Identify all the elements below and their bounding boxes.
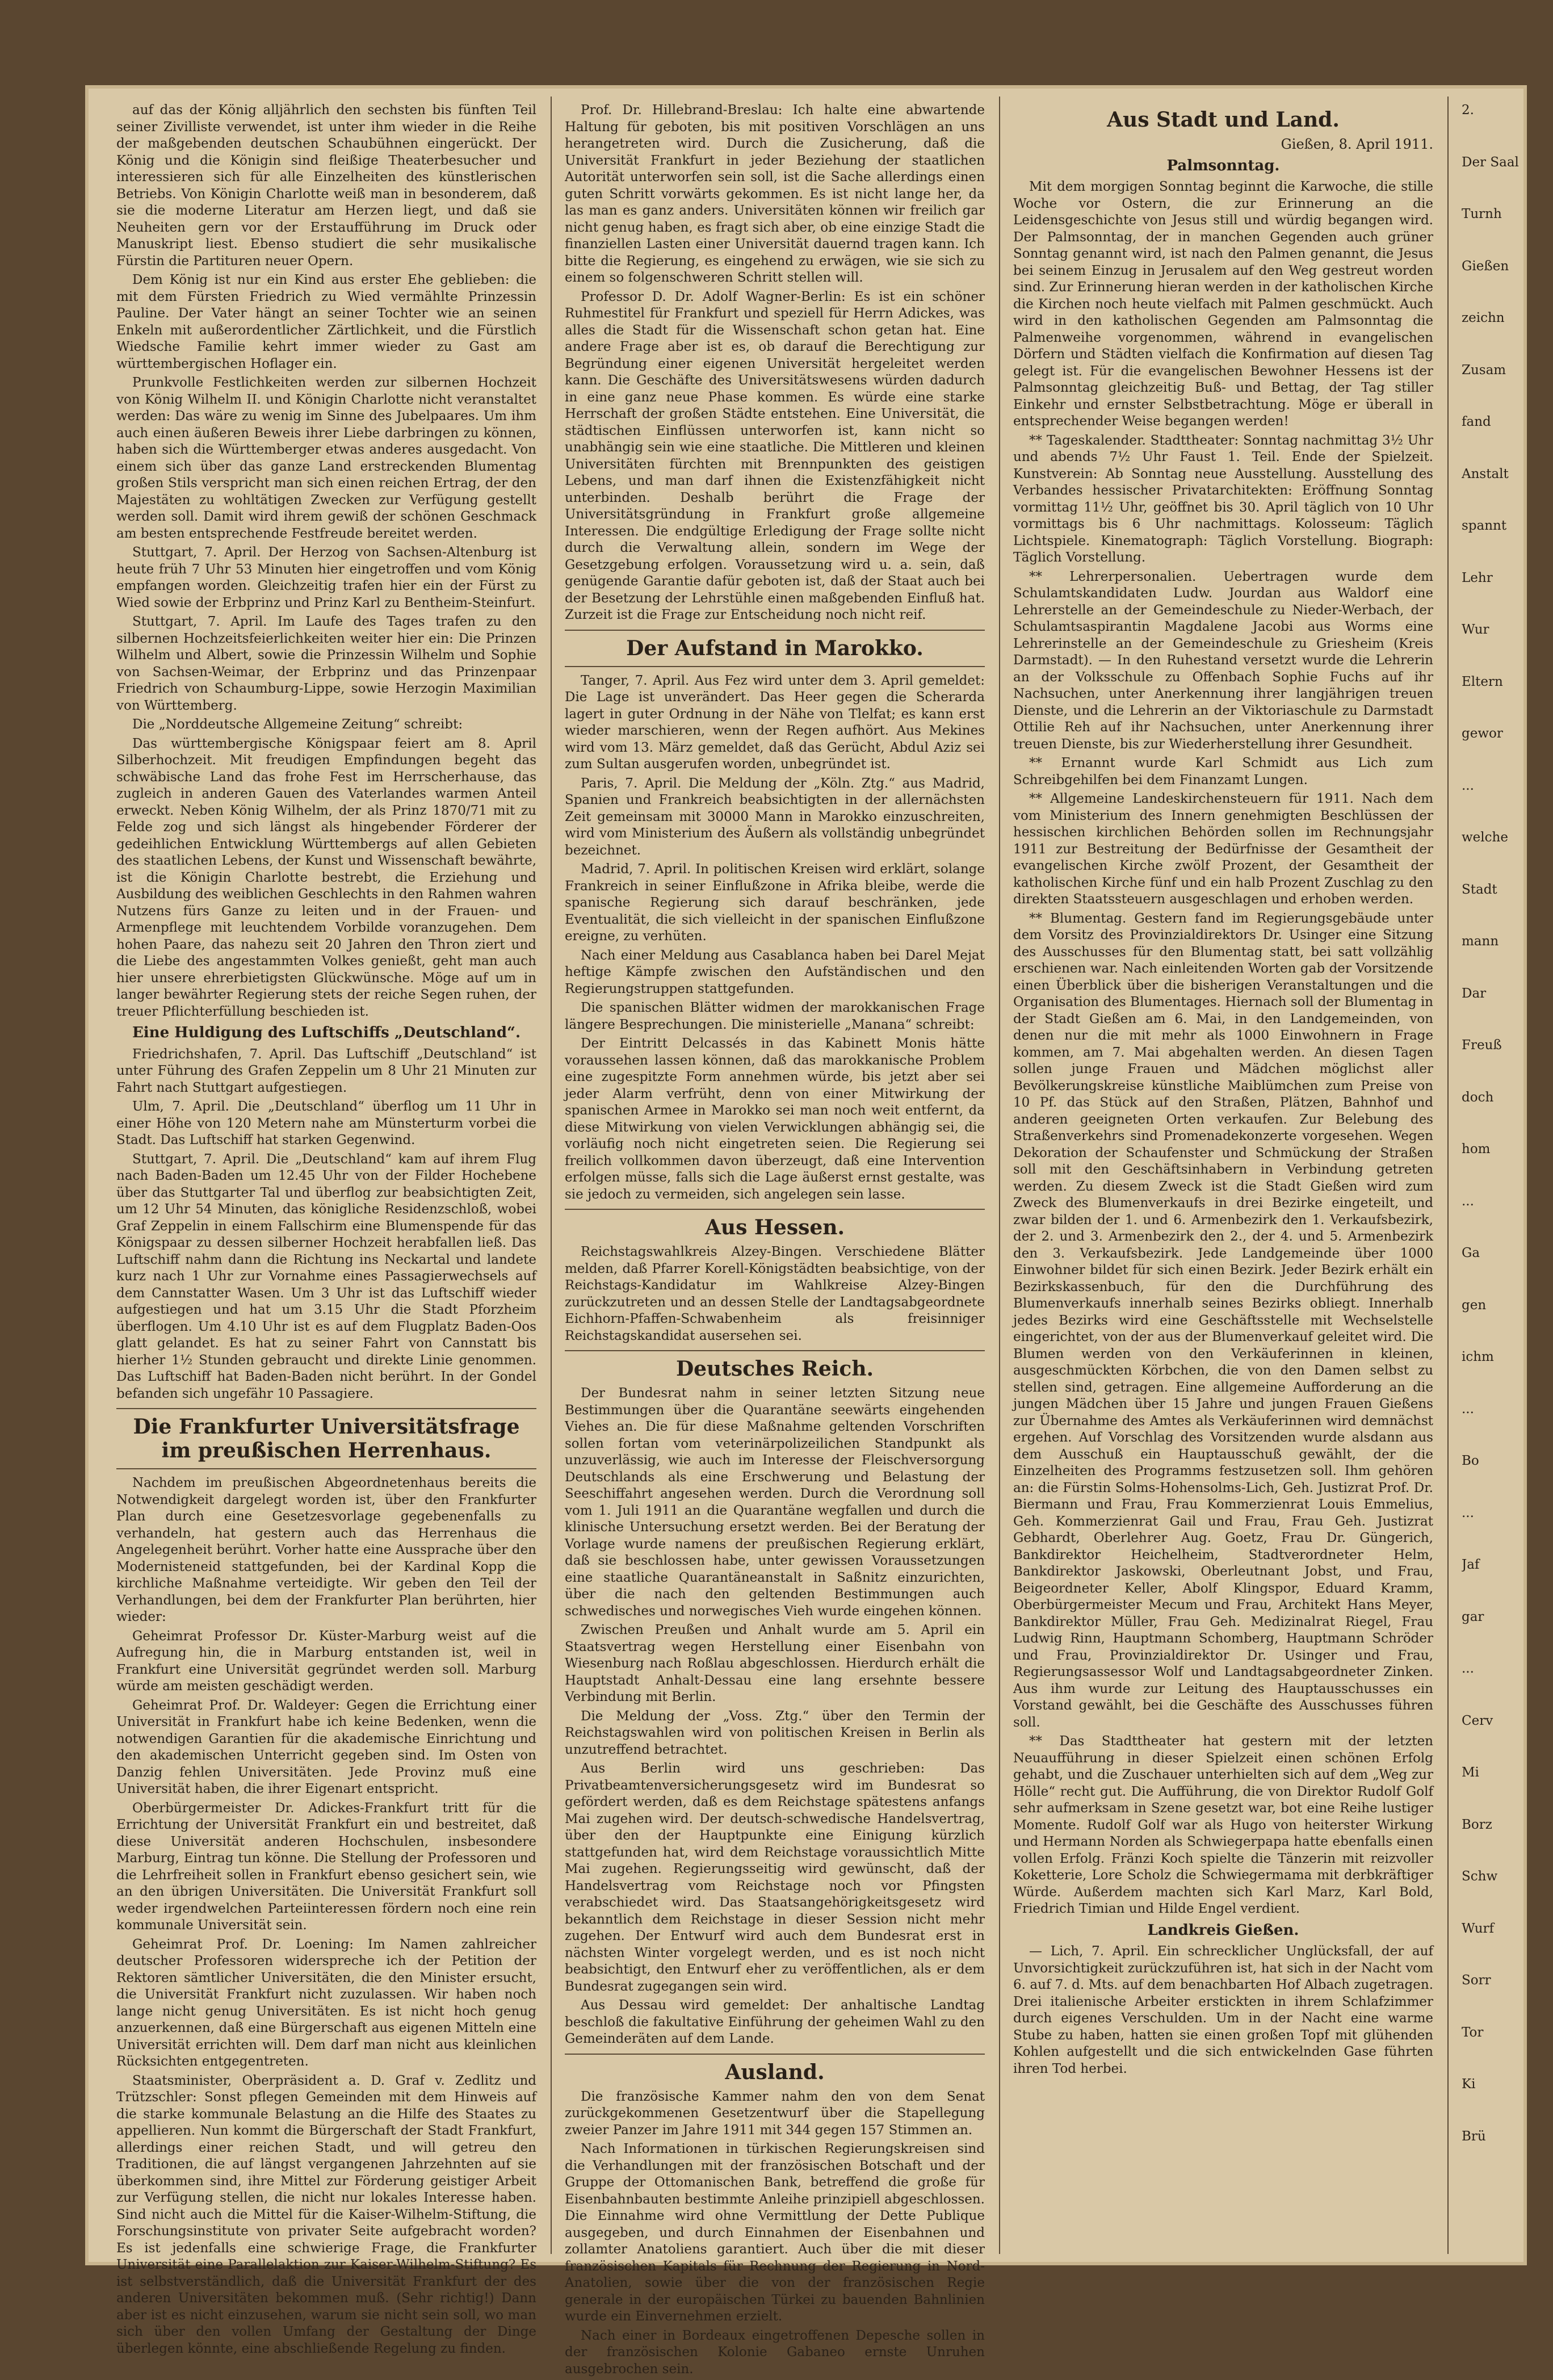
news-item: ** Lehrerpersonalien. Uebertragen wurde dem Schulamtskandidaten Ludw. Jourdan aus Waldorf eine Lehrerstelle an der Gemeindeschule zu Nieder-Werbach, der Schulamtsaspirantin Magdalene Jacobi aus Worms eine Lehrerinstelle an der Gemeindeschule zu Griesheim (Kreis Darmstadt). — In den Ruhestand versetzt wurde die Lehrerin an der Volksschule zu Offenbach Sophie Fuchs auf ihr Nachsuchen, unter Anerkennung ihrer langjährigen treuen Dienste, und die Lehrerin an der Viktoriaschule zu Darmstadt Ottilie Reh auf ihr Nachsuchen, unter Anerkennung ihrer treuen Dienste, bis zur Wiederherstellung ihrer Gesundheit. xyxy=(1013,569,1433,752)
column-2 xyxy=(565,102,985,2380)
section-divider xyxy=(565,1350,985,1351)
subheading: Palmsonntag. xyxy=(1166,157,1280,174)
headline: Aus Stadt und Land. xyxy=(1107,108,1340,132)
fragment-line: Anstalt xyxy=(1462,466,1509,481)
column-rule xyxy=(551,97,552,2254)
fragment-line: Ki xyxy=(1462,2077,1476,2092)
fragment-line: ... xyxy=(1462,778,1474,793)
news-item: Friedrichshafen, 7. April. Das Luftschiff „Deutschland“ ist unter Führung des Grafen Zeppelin um 8 Uhr 21 Minuten zur Fahrt nach Stuttgart aufgestiegen. xyxy=(116,1046,536,1095)
article-paragraph: Nachdem im preußischen Abgeordnetenhaus bereits die Notwendigkeit dargelegt worden ist, über den Frankfurter Plan durch eine Gesetzesvorlage gegebenenfalls zu verhandeln, hat gestern auch das Herrenhaus die Angelegenheit berührt. Vorher hatte eine Aussprache über den Modernisteneid stattgefunden, bei der Kardinal Kopp die kirchliche Maßnahme verteidigte. Wir geben den Teil der Verhandlungen, bei dem der Frankfurter Plan berührten, hier wieder: xyxy=(116,1476,536,1624)
fragment-line: Turnh xyxy=(1462,207,1502,221)
fragment-line: zeichn xyxy=(1462,311,1505,325)
section-divider xyxy=(116,1468,536,1469)
fragment-line: Lehr xyxy=(1462,570,1493,585)
fragment-line: ... xyxy=(1462,1401,1474,1417)
news-item: Nach Informationen in türkischen Regierungskreisen sind die Verhandlungen mit der französischen Botschaft und der Gruppe der Ottomanischen Bank, betreffend die große für Eisenbahnbauten bestimmte Anleihe prinzipiell abgeschlossen. Die Einnahme wird ohne Vermittlung der Dette Publique ausgegeben, und durch Einnahmen der Eisenbahnen und zollamter Anatoliens garantiert. Auch über die mit dieser französischen Kapitals für Rechnung der Regierung in Nord-Anatolien, sowie über die von der französischen Regie generale in der europäischen Türkei zu bauenden Bahnlinien wurde ein Einvernehmen erzielt. xyxy=(565,2142,985,2324)
headline: Der Aufstand in Marokko. xyxy=(626,636,924,660)
fragment-line: gewor xyxy=(1462,726,1503,741)
news-item: Nach einer in Bordeaux eingetroffenen Depesche sollen in der französischen Kolonie Gabaneo ernste Unruhen ausgebrochen sein. xyxy=(565,2328,985,2377)
column-rule xyxy=(1447,97,1449,2254)
news-item: Die französische Kammer nahm den von dem Senat zurückgekommenen Gesetzentwurf über die Stapellegung zweier Panzer im Jahre 1911 mit 344 gegen 157 Stimmen an. xyxy=(565,2089,985,2138)
news-item: ** Das Stadttheater hat gestern mit der letzten Neuaufführung in dieser Spielzeit einen schönen Erfolg gehabt, und die Zuschauer unterhielten sich auf dem „Weg zur Hölle“ recht gut. Die Aufführung, die von Direktor Rudolf Golf sehr aufmerksam in Szene gesetzt war, bot eine Reihe lustiger Momente. Rudolf Golf war als Hugo von heiterster Wirkung und Hermann Norden als Schwiegerpapa hatte ebenfalls einen vollen Erfolg. Fränzi Koch spielte die Tänzerin mit reizvoller Koketterie, Lore Scholz die Schwiegermama mit derbkräftiger Würde. Außerdem machten sich Karl Marz, Karl Bold, Friedrich Timian und Hilde Engel verdient. xyxy=(1013,1734,1433,1916)
news-item: Der Eintritt Delcassés in das Kabinett Monis hätte voraussehen lassen können, daß das marokkanische Problem eine zugespitzte Form annehmen würde, bis jetzt aber sei jeder Alarm verfrüht, denn von einer Mitwirkung der spanischen Armee in Marokko sei man noch weit entfernt, da diese Mitwirkung von vielen Verwicklungen abhängig sei, die vorläufig noch nicht eingetreten seien. Die Regierung sei freilich vollkommen davon überzeugt, daß eine Intervention erfolgen müsse, falls sich die Lage äußerst ernst gestalte, was sie jedoch zu vermeiden, sich angelegen sein lasse. xyxy=(565,1036,985,1202)
news-item: Das württembergische Königspaar feiert am 8. April Silberhochzeit. Mit freudigen Empfindungen begeht das schwäbische Land das frohe Fest im Herrscherhause, das zugleich in anderen Gauen des Vaterlandes warmen Anteil erweckt. Neben König Wilhelm, der als Prinz 1870/71 mit zu Felde zog und sich längst als hingebender Förderer der gedeihlichen Entwicklung Württembergs auf allen Gebieten des staatlichen Lebens, der Kunst und Wissenschaft bewährte, ist die Königin Charlotte bestrebt, die Erziehung und Ausbildung des weiblichen Geschlechts in den Rahmen wahren Nutzens fürs Ganze zu leiten und in der Frauen- und Armenpflege mit leuchtendem Vorbilde voranzugehen. Dem hohen Paare, das nahezu seit 20 Jahren den Thron ziert und die Liebe des angestammten Volkes genießt, geht man auch hier unsere ehrerbietigsten Glückwünsche. Möge auf um in langer bewährter Regierung stets der reiche Segen ruhen, der treuer Pflichterfüllung beschieden ist. xyxy=(116,736,536,1019)
fragment-line: welche xyxy=(1462,830,1508,845)
news-item: Der Bundesrat nahm in seiner letzten Sitzung neue Bestimmungen über die Quarantäne seewärts eingehenden Viehes an. Die für diese Maßnahme geltenden Vorschriften sollen fortan vom veterinärpolizeilichen Standpunkt als unzuverlässig, wie auch im Interesse der Fleischversorgung Deutschlands als eine Erschwerung und Belastung der Seeschiffahrt angesehen werden. Durch die Verordnung soll vom 1. Juli 1911 an die Quarantäne wegfallen und durch die klinische Untersuchung ersetzt werden. Bei der Beratung der Vorlage wurde namens der preußischen Regierung erklärt, daß sie beschlossen habe, unter gewissen Voraussetzungen eine staatliche Quarantäneanstalt in Saßnitz einzurichten, über die nach den geltenden Bestimmungen auch schwedisches und norwegisches Vieh wurde eingehen können. xyxy=(565,1386,985,1619)
fragment-line: ichm xyxy=(1462,1350,1494,1364)
fragment-line: mann xyxy=(1462,934,1499,949)
article-paragraph: Geheimrat Professor Dr. Küster-Marburg weist auf die Aufregung hin, die in Marburg entstanden ist, weil in Frankfurt eine Universität gegründet werden soll. Marburg würde am meisten geschädigt werden. xyxy=(116,1628,536,1694)
fragment-line: Jaf xyxy=(1462,1557,1480,1572)
fragment-line: ... xyxy=(1462,1193,1474,1209)
fragment-line: Tor xyxy=(1462,2025,1484,2040)
fragment-line: fand xyxy=(1462,414,1491,429)
subheading: Eine Huldigung des Luftschiffs „Deutschland“. xyxy=(132,1024,521,1041)
article-paragraph: Mit dem morgigen Sonntag beginnt die Karwoche, die stille Woche vor Ostern, die zur Erinnerung an die Leidensgeschichte von Jesus still und würdig begangen wird. Der Palmsonntag, der in manchen Gegenden auch grüner Sonntag genannt wird, ist nach den Palmen genannt, die Jesus bei seinem Einzug in Jerusalem auf den Weg gestreut worden sind. Zur Erinnerung hieran werden in der katholischen Kirche die Kirchen noch heute vielfach mit Palmen geschmückt. Auch wird in den katholischen Gegenden am Palmsonntag die Palmenweihe vorgenommen, während in evangelischen Dörfern und Städten vielfach die Konfirmation auf diesen Tag gelegt ist. Für die evangelischen Bewohner Hessens ist der Palmsonntag gleichzeitig Buß- und Bettag, der Tag stiller Einkehr und ernster Selbstbetrachtung. Möge er überall in entsprechender Weise begangen werden! xyxy=(1013,179,1433,429)
article-paragraph: Dem König ist nur ein Kind aus erster Ehe geblieben: die mit dem Fürsten Friedrich zu Wied vermählte Prinzessin Pauline. Der Vater hängt an seiner Tochter wie an seinen Enkeln mit außerordentlicher Zärtlichkeit, und die Fürstlich Wiedsche Familie kehrt immer wieder zu Gast am württembergischen Hoflager ein. xyxy=(116,273,536,371)
news-item: Die spanischen Blätter widmen der marokkanischen Frage längere Besprechungen. Die ministerielle „Manana“ schreibt: xyxy=(565,1000,985,1032)
fragment-line: gen xyxy=(1462,1297,1487,1313)
article-paragraph: auf das der König alljährlich den sechsten bis fünften Teil seiner Zivilliste verwendet, ist unter ihm wieder in die Reihe der maßgebenden deutschen Schaubühnen eingerückt. Der König und die Königin sind fleißige Theaterbesucher und interessieren sich für alle Einzelheiten des künstlerischen Betriebs. Von Königin Charlotte weiß man in besonderem, daß sie die moderne Literatur am Herzen liegt, und daß sie Neuheiten gern vor der Erstaufführung im Druck oder Manuskript liest. Ebenso studiert die sehr musikalische Fürstin die Partituren neuer Opern. xyxy=(116,103,536,269)
headline: Ausland. xyxy=(725,2060,825,2084)
news-item: ** Ernannt wurde Karl Schmidt aus Lich zum Schreibgehilfen bei dem Finanzamt Lungen. xyxy=(1013,756,1433,787)
fragment-line: spannt xyxy=(1462,518,1507,533)
fragment-line: Mi xyxy=(1462,1765,1479,1780)
section-divider xyxy=(565,1209,985,1210)
headline: Aus Hessen. xyxy=(705,1216,845,1239)
fragment-line: Eltern xyxy=(1462,674,1503,689)
news-item: Ulm, 7. April. Die „Deutschland“ überflog um 11 Uhr in einer Höhe von 120 Metern nahe am Münsterturm vorbei die Stadt. Das Luftschiff hat starken Gegenwind. xyxy=(116,1099,536,1147)
news-item: Stuttgart, 7. April. Der Herzog von Sachsen-Altenburg ist heute früh 7 Uhr 53 Minuten hier eingetroffen und vom König empfangen worden. Gleichzeitig trafen hier ein der Fürst zu Wied sowie der Erbprinz und Prinz Karl zu Bentheim-Steinfurt. xyxy=(116,545,536,610)
fragment-line: ... xyxy=(1462,1661,1474,1676)
news-item: Paris, 7. April. Die Meldung der „Köln. Ztg.“ aus Madrid, Spanien und Frankreich beabsichtigten in der allernächsten Zeit gemeinsam mit 30000 Mann in Marokko einzuschreiten, wird vom Ministerium des Äußern als vollständig unbegründet bezeichnet. xyxy=(565,776,985,858)
fragment-line: Cerv xyxy=(1462,1713,1493,1728)
newspaper-page xyxy=(85,85,1527,2377)
fragment-line: Freuß xyxy=(1462,1038,1502,1053)
fragment-line: doch xyxy=(1462,1090,1494,1105)
fragment-line: Stadt xyxy=(1462,882,1497,897)
fragment-line: Wurf xyxy=(1462,1921,1495,1936)
headline: Die Frankfurter Universitätsfrage im preußischen Herrenhaus. xyxy=(133,1415,520,1463)
fragment-line: Gießen xyxy=(1462,258,1509,274)
dateline: Gießen, 8. April 1911. xyxy=(1281,136,1433,152)
news-item: ** Blumentag. Gestern fand im Regierungsgebäude unter dem Vorsitz des Provinzialdirektors Dr. Usinger eine Sitzung des Ausschusses für den Blumentag statt, bei satt vollzählig erschienen war. Nach einleitenden Worten gab der Vorsitzende einen Überblick über die bisherigen Veranstaltungen und die Organisation des Blumentages. Hiernach soll der Blumentag in der Stadt Gießen am 6. Mai, in den Landgemeinden, von denen nur die mit mehr als 1000 Einwohnern in Frage kommen, am 7. Mai abgehalten werden. An diesen Tagen sollen junge Frauen und Mädchen möglichst aller Bevölkerungskreise künstliche Maiblümchen zum Preise von 10 Pf. das Stück auf den Straßen, Plätzen, Bahnhof und anderen geeigneten Orten verkaufen. Zur Belebung des Straßenverkehrs sind Promenadekonzerte vorgesehen. Wegen Dekoration der Schaufenster und Schmückung der Straßen soll mit den Geschäftsinhabern in Verbindung getreten werden. Zu diesem Zweck ist die Stadt Gießen wird zum Zweck des Blumenverkaufs in drei Bezirke eingeteilt, und zwar bilden der 1. und 6. Armenbezirk den 1. Verkaufsbezirk, der 2. und 3. Armenbezirk den 2., der 4. und 5. Armenbezirk den 3. Verkaufsbezirk. Jede Landgemeinde über 1000 Einwohner bildet für sich einen Bezirk. Jeder Bezirk erhält ein Bezirkskassenbuch, für den die Durchführung des Blumenverkaufs innerhalb seines Bezirks obliegt. Innerhalb jedes Bezirks wird eine Geschäftsstelle mit Wechselstelle eingerichtet, von der aus der Blumenverkauf geleitet wird. Die Blumen werden von den Verkäuferinnen in kleinen, ausgeschmückten Körbchen, die von den Damen selbst zu stellen sind, getragen. Eine allgemeine Aufforderung an die jungen Mädchen über 15 Jahre und jungen Frauen Gießens zur Übernahme des Amtes als Verkäuferinnen wird demnächst ergehen. Auf Vorschlag des Vorsitzenden wurde alsdann aus dem Ausschuß ein Hauptausschuß gewählt, der die Einzelheiten des Programms festzusetzen soll. Ihm gehören an: die Fürstin Solms-Hohensolms-Lich, Geh. Justizrat Prof. Dr. Biermann und Frau, Frau Kommerzienrat Louis Emmelius, Geh. Kommerzienrat Gail und Frau, Frau Geh. Justizrat Gebhardt, Oberlehrer Aug. Goetz, Frau Dr. Güngerich, Bankdirektor Heichelheim, Stadtverordneter Helm, Bankdirektor Jaskowski, Oberleutnant Jobst, und Frau, Beigeordneter Keller, Abolf Klingspor, Eduard Kramm, Oberbürgermeister Mecum und Frau, Architekt Hans Meyer, Bankdirektor Müller, Frau Geh. Medizinalrat Riegel, Frau Ludwig Rinn, Hauptmann Schomberg, Hauptmann Schröder und Frau, Provinzialdirektor Dr. Usinger und Frau, Regierungsassessor Wolf und Landtagsabgeordneter Zinken. Aus ihm wurde zur Leitung des Hauptausschusses ein Vorstand gewählt, bei die Geschäfte des Ausschusses führen soll. xyxy=(1013,911,1433,1730)
news-item: Madrid, 7. April. In politischen Kreisen wird erklärt, solange Frankreich in seiner Einflußzone in Afrika bleibe, werde die spanische Regierung sich darauf beschränken, jede Eventualität, die sich vielleicht in der spanischen Einflußzone ereigne, zu verhüten. xyxy=(565,862,985,944)
news-item: Aus Berlin wird uns geschrieben: Das Privatbeamtenversicherungsgesetz wird im Bundesrat so gefördert werden, daß es dem Reichstage spätestens anfangs Mai zugehen wird. Der deutsch-schwedische Handelsvertrag, über den der Hauptpunkte eine Einigung kürzlich stattgefunden hat, wird dem Reichstage voraussichtlich Mitte Mai zugehen. Regierungsseitig wird gewünscht, daß der Handelsvertrag vom Reichstage noch vor Pfingsten verabschiedet wird. Das Staatsangehörigkeitsgesetz wird bekanntlich dem Reichstage in dieser Session nicht mehr zugehen. Der Entwurf wird auch dem Bundesrat erst in nächsten Winter vorgelegt werden, und es ist noch nicht beabsichtigt, den Entwurf eher zu veröffentlichen, als er dem Bundesrat zugegangen sein wird. xyxy=(565,1761,985,1994)
fragment-line: Schw xyxy=(1462,1869,1498,1884)
headline: Deutsches Reich. xyxy=(675,1357,874,1381)
article-paragraph: Prof. Dr. Hillebrand-Breslau: Ich halte eine abwartende Haltung für geboten, bis mit positiven Vorschlägen an uns herangetreten wird. Durch die Zusicherung, daß die Universität Frankfurt in jeder Beziehung der staatlichen Autorität unterworfen sein soll, ist die Sache allerdings einen guten Schritt vorwärts gekommen. Es ist nicht lange her, da las man es ganz anders. Universitäten können wir freilich gar nicht genug haben, es fragt sich aber, ob eine einzige Stadt die finanziellen Lasten einer Universität dauernd tragen kann. Ich bitte die Regierung, es eingehend zu erwägen, wie sie sich zu einem so folgenschweren Schritt stellen will. xyxy=(565,103,985,285)
news-item: Tanger, 7. April. Aus Fez wird unter dem 3. April gemeldet: Die Lage ist unverändert. Das Heer gegen die Scherarda lagert in guter Ordnung in der Nähe von Tlelfat; es kann erst wieder marschieren, wenn der Regen aufhört. Aus Mekines wird vom 13. März gemeldet, daß das Gerücht, Abdul Aziz sei zum Sultan ausgerufen worden, unbegründet ist. xyxy=(565,673,985,772)
article-paragraph: Oberbürgermeister Dr. Adickes-Frankfurt tritt für die Errichtung der Universität Frankfurt ein und bestreitet, daß diese Universität anderen Hochschulen, insbesondere Marburg, Eintrag tun könne. Die Stellung der Professoren und die Lehrfreiheit sollen in Frankfurt ebenso gesichert sein, wie an den übrigen Universitäten. Die Universität Frankfurt soll weder irgendwelchen Parteiinteressen fördern noch eine rein kommunale Universität sein. xyxy=(116,1800,536,1933)
subheading: Landkreis Gießen. xyxy=(1147,1921,1299,1939)
article-paragraph: Prunkvolle Festlichkeiten werden zur silbernen Hochzeit von König Wilhelm II. und Königin Charlotte nicht veranstaltet werden: Das wäre zu wenig im Sinne des Jubelpaares. Um ihm auch einen äußeren Beweis ihrer Liebe darbringen zu können, haben sich die Württemberger etwas anderes ausgedacht. Von einem sich über das ganze Land erstreckenden Blumentag großen Stils verspricht man sich einen reichen Ertrag, der den Majestäten zu wohltätigen Zwecken zur Verfügung gestellt werden soll. Damit wird ihrem gewiß der schönen Geschmack am besten entsprechende Festfreude bereitet werden. xyxy=(116,375,536,541)
column-3 xyxy=(1013,102,1433,2080)
fragment-line: Zusam xyxy=(1462,362,1506,378)
fragment-line: Brü xyxy=(1462,2128,1486,2144)
fragment-line: Der Saal xyxy=(1462,154,1519,170)
column-4-fragment xyxy=(1462,102,1527,2180)
column-rule xyxy=(999,97,1000,2254)
news-item: Aus Dessau wird gemeldet: Der anhaltische Landtag beschloß die fakultative Einführung der geheimen Wahl zu den Gemeinderäten auf dem Lande. xyxy=(565,1998,985,2046)
news-item: Stuttgart, 7. April. Im Laufe des Tages trafen zu den silbernen Hochzeitsfeierlichkeiten weiter hier ein: Die Prinzen Wilhelm und Albert, sowie die Prinzessin Wilhelm und Sophie von Sachsen-Weimar, der Erbprinz und das Prinzenpaar Friedrich von Schaumburg-Lippe, sowie Herzogin Maximilian von Württemberg. xyxy=(116,614,536,713)
article-paragraph: Geheimrat Prof. Dr. Loening: Im Namen zahlreicher deutscher Professoren widerspreche ich der Petition der Rektoren sämtlicher Universitäten, die den Minister ersucht, die Universität Frankfurt nicht zuzulassen. Wir haben noch lange nicht genug Universitäten. Es ist nicht hoch genug anzuerkennen, daß eine Bürgerschaft aus eigenen Mitteln eine Universität errichten will. Dem darf man nicht aus kleinlichen Rücksichten entgegentreten. xyxy=(116,1937,536,2069)
fragment-line: Wur xyxy=(1462,622,1489,637)
fragment-line: Ga xyxy=(1462,1246,1480,1260)
section-divider xyxy=(565,630,985,631)
column-1 xyxy=(116,102,536,2360)
fragment-line: 2. xyxy=(1462,103,1474,118)
news-item: Zwischen Preußen und Anhalt wurde am 5. April ein Staatsvertrag wegen Herstellung einer Eisenbahn von Wiesenburg nach Roßlau abgeschlossen. Hierdurch erhält die Hauptstadt Anhalt-Dessau eine lang ersehnte bessere Verbindung mit Berlin. xyxy=(565,1623,985,1704)
news-item: Nach einer Meldung aus Casablanca haben bei Darel Mejat heftige Kämpfe zwischen den Aufständischen und den Regierungstruppen stattgefunden. xyxy=(565,948,985,996)
news-item: Die Meldung der „Voss. Ztg.“ über den Termin der Reichstagswahlen wird von politischen Kreisen in Berlin als unzutreffend betrachtet. xyxy=(565,1708,985,1757)
news-item: Reichstagswahlkreis Alzey-Bingen. Verschiedene Blätter melden, daß Pfarrer Korell-Königstädten beabsichtige, von der Reichstags-Kandidatur im Wahlkreise Alzey-Bingen zurückzutreten und an dessen Stelle der Landtagsabgeordnete Eichhorn-Pfaffen-Schwabenheim als freisinniger Reichstagskandidat ausersehen sei. xyxy=(565,1245,985,1343)
news-item: — Lich, 7. April. Ein schrecklicher Unglücksfall, der auf Unvorsichtigkeit zurückzuführen ist, hat sich in der Nacht vom 6. auf 7. d. Mts. auf dem benachbarten Hof Albach zugetragen. Drei italienische Arbeiter erstickten in ihrem Schlafzimmer durch eigenes Verschulden. Um in der Nacht eine warme Stube zu haben, hatten sie einen großen Topf mit glühenden Kohlen aufgestellt und die sich entwickelnden Gase führten ihren Tod herbei. xyxy=(1013,1944,1433,2076)
fragment-line: Bo xyxy=(1462,1453,1479,1468)
section-divider xyxy=(565,666,985,667)
fragment-line: gar xyxy=(1462,1609,1484,1624)
section-divider xyxy=(116,1408,536,1409)
article-paragraph: Staatsminister, Oberpräsident a. D. Graf v. Zedlitz und Trützschler: Sonst pflegen Gemeinden mit dem Hinweis auf die starke kommunale Belastung an die Hilfe des Staates zu appellieren. Nun kommt die Bürgerschaft der Stadt Frankfurt, allerdings einer reichen Stadt, und will getreu den Traditionen, die auf längst vergangenen Jahrzehnten auf sie überkommen sind, ihre Mittel zur Förderung geistiger Arbeit zur Verfügung stellen, die nicht nur lokales Interesse haben. Sind nicht auch die Mittel für die Kaiser-Wilhelm-Stiftung, die Forschungsinstitute von privater Seite aufgebracht worden? Es ist jedenfalls eine schwierige Frage, die Frankfurter Universität eine Parallelaktion zur Kaiser-Wilhelm-Stiftung? Es ist selbstverständlich, daß die Universität Frankfurt der des anderen Universitäten bekommen muß. (Sehr richtig!) Dann aber ist es nicht einzusehen, warum sie nicht sein soll, wo man sich über den vollen Umfang der Gestaltung der Dinge überlegen könnte, eine abschließende Regelung zu finden. xyxy=(116,2073,536,2356)
article-paragraph: Geheimrat Prof. Dr. Waldeyer: Gegen die Errichtung einer Universität in Frankfurt habe ich keine Bedenken, wenn die notwendigen Garantien für die akademische Einrichtung und den akademischen Unterricht gegeben sind. Im Osten von Danzig fehlen Universitäten. Jede Provinz muß eine Universität haben, die ihrer Eigenart entspricht. xyxy=(116,1698,536,1796)
fragment-line: Borz xyxy=(1462,1817,1492,1832)
news-item: ** Tageskalender. Stadttheater: Sonntag nachmittag 3½ Uhr und abends 7½ Uhr Faust 1. Teil. Ende der Spielzeit. Kunstverein: Ab Sonntag neue Ausstellung. Ausstellung des Verbandes hessischer Privatarchitekten: Eröffnung Sonntag vormittag 11½ Uhr, geöffnet bis 30. April täglich von 10 Uhr vormittags bis 6 Uhr nachmittags. Kolosseum: Täglich Lichtspiele. Kinematograph: Täglich Vorstellung. Biograph: Täglich Vorstellung. xyxy=(1013,433,1433,565)
fragment-line: ... xyxy=(1462,1505,1474,1520)
fragment-line: Sorr xyxy=(1462,1973,1491,1988)
news-item: ** Allgemeine Landeskirchensteuern für 1911. Nach dem vom Ministerium des Innern genehmigten Beschlüssen der hessischen kirchlichen Behörden sollen im Rechnungsjahr 1911 zur Bestreitung der Bedürfnisse der Gesamtheit der evangelischen Kirche zwölf Prozent, der Gesamtheit der katholischen Kirche fünf und ein halb Prozent Zuschlag zu den direkten Staatssteuern ausgeschlagen und erhoben werden. xyxy=(1013,791,1433,907)
section-divider xyxy=(565,2054,985,2055)
fragment-line: Dar xyxy=(1462,986,1487,1001)
news-item: Die „Norddeutsche Allgemeine Zeitung“ schreibt: xyxy=(132,717,463,732)
article-paragraph: Professor D. Dr. Adolf Wagner-Berlin: Es ist ein schöner Ruhmestitel für Frankfurt und speziell für Herrn Adickes, was alles die Stadt für die Wissenschaft schon getan hat. Eine andere Frage aber ist es, ob darauf die Berechtigung zur Begründung einer eigenen Universität hergeleitet werden kann. Die Geschäfte des Universitätswesens würden dadurch in eine ganz neue Phase kommen. Es würde eine starke Herrschaft der großen Städte entstehen. Eine Universität, die städtischen Einflüssen unterworfen ist, kann nicht so unabhängig sein wie eine staatliche. Die Mittleren und kleinen Universitäten fürchten mit Brennpunkten des geistigen Lebens, und man darf ihnen die Existenzfähigkeit nicht unterbinden. Deshalb berührt die Frage der Universitätsgründung in Frankfurt große allgemeine Interessen. Die endgültige Erledigung der Frage sollte nicht durch die Verwaltung allein, sondern im Wege der Gesetzgebung erfolgen. Voraussetzung wird u. a. sein, daß genügende Garantie dafür geboten ist, daß der Staat auch bei der Besetzung der Lehrstühle einen maßgebenden Einfluß hat. Zurzeit ist die Frage zur Entscheidung noch nicht reif. xyxy=(565,289,985,622)
news-item: Stuttgart, 7. April. Die „Deutschland“ kam auf ihrem Flug nach Baden-Baden um 12.45 Uhr von der Filder Hochebene über das Stuttgarter Tal und überflog zur beabsichtigten Zeit, um 12 Uhr 54 Minuten, das königliche Residenzschloß, wobei Graf Zeppelin in einem Fallschirm eine Blumenspende für das Königspaar zu dessen silberner Hochzeit herabfallen ließ. Das Luftschiff nahm dann die Richtung ins Neckartal und landete kurz nach 1 Uhr zur Vornahme eines Passagierwechsels auf dem Cannstatter Wasen. Um 3 Uhr ist das Luftschiff wieder aufgestiegen und hat um 3.15 Uhr die Stadt Pforzheim überflogen. Um 4.10 Uhr ist es auf dem Flugplatz Baden-Oos glatt gelandet. Es hat zu seiner Fahrt von Cannstatt bis hierher 1½ Stunden gebraucht und direkte Linie genommen. Das Luftschiff hat Baden-Baden nicht berührt. In der Gondel befanden sich ungefähr 10 Passagiere. xyxy=(116,1151,536,1401)
fragment-line: hom xyxy=(1462,1142,1491,1157)
